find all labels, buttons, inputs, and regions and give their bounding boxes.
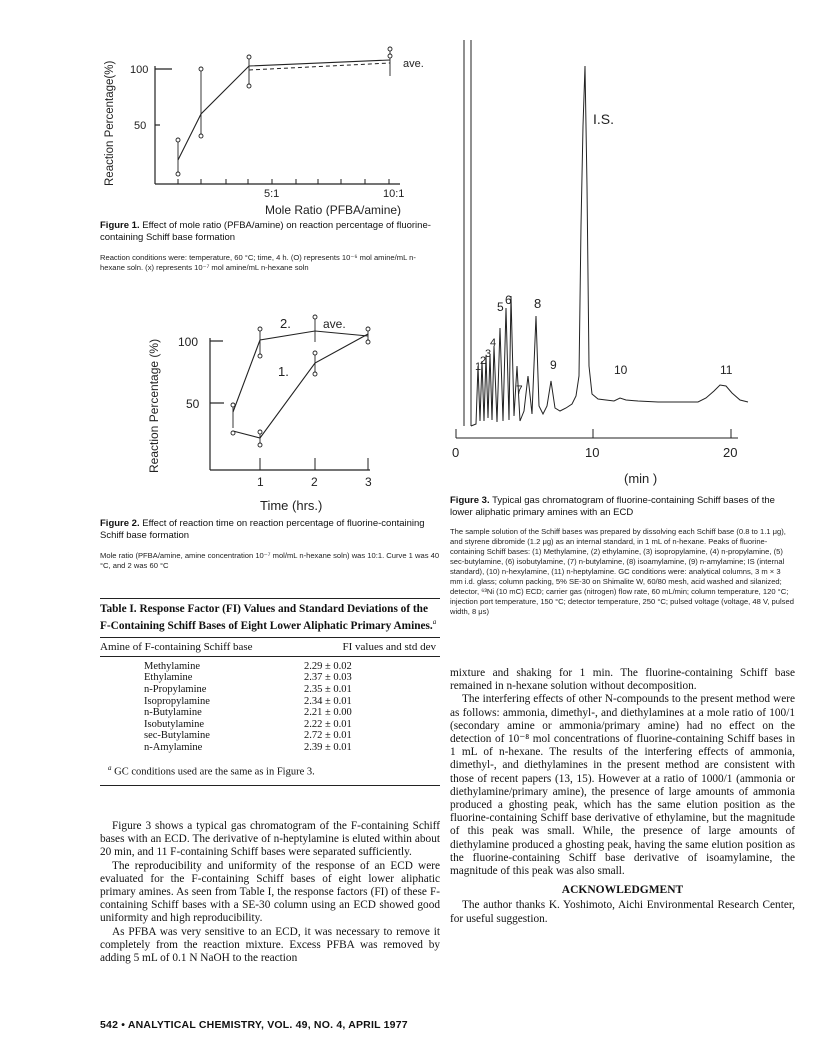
figure-1-plot xyxy=(100,36,440,216)
figure-1-caption xyxy=(100,220,440,244)
page-footer: 542 • ANALYTICAL CHEMISTRY, VOL. 49, NO. 4, APRIL 1977 xyxy=(100,1019,408,1031)
table-1-title-mark: a xyxy=(432,618,437,626)
table-cell-fi: 2.39 ± 0.01 xyxy=(304,741,352,753)
left-paragraph-2: The reproducibility and uniformity of the response of an ECD were evaluated for the F-containing Schiff bases of eight lower aliphatic primary amines. As seen from Table I, the response factors (FI) of these F-containing Schiff bases with a SE-30 column using an ECD showed good uniformity and high reproducibility. xyxy=(100,859,440,925)
table-cell-fi: 2.37 ± 0.03 xyxy=(304,672,352,684)
figure-3-peak-4: 4 xyxy=(490,337,497,349)
figure-3-chromatogram xyxy=(448,36,793,491)
table-cell-amine: Methylamine xyxy=(144,660,200,672)
figure-1-ytick-100: 100 xyxy=(130,64,149,76)
figure-2-xtick-3: 3 xyxy=(365,475,372,489)
table-1-col-amine: Amine of F-containing Schiff base xyxy=(100,640,253,653)
figure-3 xyxy=(448,36,793,491)
table-1-title: Table I. Response Factor (FI) Values and Standard Deviations of the F-Containing Schiff Bases of Eight Lower Aliphatic Primary Amines.$^a$ xyxy=(100,598,440,633)
figure-1-xlabel: Mole Ratio (PFBA/amine) xyxy=(265,203,402,216)
table-row xyxy=(144,661,352,673)
table-row xyxy=(144,672,352,684)
figure-2-ave-label: ave. xyxy=(323,317,346,331)
figure-1-ytick-50: 50 xyxy=(134,120,147,132)
table-cell-fi: 2.34 ± 0.01 xyxy=(304,695,352,707)
figure-3-peak-11: 11 xyxy=(720,363,733,377)
table-row xyxy=(144,696,352,708)
figure-3-peak-5: 5 xyxy=(497,300,504,314)
left-body-text xyxy=(100,820,440,965)
figure-2-caption xyxy=(100,518,440,542)
figure-3-caption xyxy=(450,495,795,519)
figure-2-xtick-2: 2 xyxy=(311,475,318,489)
figure-2-plot xyxy=(140,308,440,518)
table-row xyxy=(144,742,352,754)
figure-2-xtick-1: 1 xyxy=(257,475,264,489)
figure-3-xtick-10: 10 xyxy=(585,445,600,460)
figure-3-xlabel: (min ) xyxy=(624,471,658,486)
right-paragraph-1: mixture and shaking for 1 min. The fluorine-containing Schiff base remained in n-hexane solution without decomposition. xyxy=(450,667,795,693)
figure-3-peak-6: 6 xyxy=(505,293,512,307)
table-cell-fi: 2.21 ± 0.00 xyxy=(304,707,352,719)
figure-3-xtick-0: 0 xyxy=(452,445,460,460)
table-1-footnote: $^a$ GC conditions used are the same as in Figure 3. xyxy=(108,763,315,778)
table-1-col-fi: FI values and std dev xyxy=(342,640,436,653)
table-cell-fi: 2.22 ± 0.01 xyxy=(304,718,352,730)
table-row xyxy=(144,730,352,742)
figure-2-curve-1-label: 1. xyxy=(278,364,289,379)
right-paragraph-2: The interfering effects of other N-compounds to the present method were as follows: ammonia, dimethyl-, and diethylamines at a mole ratio of 100/1 (secondary amine or ammonia/primary amine) had no effect on the detection of 10⁻⁸ mol concentrations of fluorine-containing Schiff bases in 1 mL of n-hexane. The results of the interfering effects of ammonia, dimethyl-, and diethylamines in the present method are consistent with those of recent papers (13, 15). However at a ratio of 1000/1 (ammonia or diethylamine/primary amine), the presence of large amounts of ammonia produced a ghosting peak, which has the same elution position as the fluorine-containing Schiff base derivative of ethylamine, but the magnitude of this peak was small. While, the presence of large amounts of diethylamine produced a ghosting peak, having the same elution position as the fluorine-containing Schiff base derivative of isoamylamine, the magnitude of this peak was also small. xyxy=(450,693,795,878)
table-cell-amine: sec-Butylamine xyxy=(144,730,210,742)
acknowledgment-heading: ACKNOWLEDGMENT xyxy=(561,884,684,897)
figure-1-xtick-10-1: 10:1 xyxy=(383,188,405,200)
left-paragraph-1: Figure 3 shows a typical gas chromatogram of the F-containing Schiff bases with an ECD. The derivative of n-heptylamine is eluted within about 20 min, and 11 F-containing Schiff bases were separated sufficiently. xyxy=(100,820,440,859)
table-cell-amine: n-Butylamine xyxy=(144,707,202,719)
table-1-body xyxy=(144,661,352,754)
table-cell-amine: Isobutylamine xyxy=(144,718,205,730)
table-1 xyxy=(100,598,440,786)
figure-3-peak-7: 7 xyxy=(516,383,523,397)
table-row xyxy=(144,684,352,696)
figure-3-caption-label: Figure 3. xyxy=(450,495,490,506)
acknowledgment-text: The author thanks K. Yoshimoto, Aichi Environmental Research Center, for useful suggestion. xyxy=(450,899,795,925)
table-cell-amine: Isopropylamine xyxy=(144,695,210,707)
figure-3-note: The sample solution of the Schiff bases was prepared by dissolving each Schiff base (0.8 to 1.1 μg), and styrene dibromide (1.2 μg) as an internal standard, in 1 mL of n-hexane. Peaks of fluorine-containing Schiff bases: (1) Methylamine, (2) ethylamine, (3) isopropylamine, (4) n-propylamine, (5) sec-butylamine, (6) isobutylamine, (7) n-butylamine, (8) isoamylamine, (9) n-amylamine; IS (internal standard), (10) n-hexylamine, (11) n-heptylamine. GC conditions were: analytical columns, 3 m × 3 mm i.d. glass; column packing, 5% SE-30 on Shimalite W, 60/80 mesh, acid washed and silanized; detector, ⁶³Ni (10 mC) ECD; carrier gas (nitrogen) flow rate, 60 mL/min; column temperature, 120 °C; injection port temperature, 150 °C; detector temperature, 250 °C; pulsed voltage (voltage, 48 V, pulsed width, 8 μs) xyxy=(450,527,794,616)
figure-1-caption-label: Figure 1. xyxy=(100,220,140,231)
figure-1-ave-label: ave. xyxy=(403,58,424,70)
table-cell-amine: n-Amylamine xyxy=(144,741,203,753)
table-cell-fi: 2.29 ± 0.02 xyxy=(304,660,352,672)
figure-3-caption-text: Typical gas chromatogram of fluorine-containing Schiff bases of the lower aliphatic primary amines with an ECD xyxy=(450,495,775,518)
figure-2-caption-label: Figure 2. xyxy=(100,518,140,529)
figure-2-note: Mole ratio (PFBA/amine, amine concentration 10⁻⁷ mol/mL n-hexane soln) was 10:1. Curve 1 was 40 °C, and 2 was 60 °C xyxy=(100,551,440,570)
figure-3-peak-3: 3 xyxy=(485,348,492,360)
figure-2-ytick-100: 100 xyxy=(178,335,199,349)
table-1-footnote-mark: a xyxy=(108,763,112,772)
figure-1-note: Reaction conditions were: temperature, 60 °C; time, 4 h. (O) represents 10⁻⁶ mol amine/mL n-hexane soln. (x) represents 10⁻⁷ mol amine/mL n-hexane soln xyxy=(100,253,416,272)
figure-2-curve-2-label: 2. xyxy=(280,316,291,331)
figure-3-peak-1: 1 xyxy=(475,361,482,373)
table-cell-fi: 2.35 ± 0.01 xyxy=(304,683,352,695)
figure-1 xyxy=(100,36,440,216)
figure-3-is-label: I.S. xyxy=(593,111,615,127)
figure-1-xtick-5-1: 5:1 xyxy=(264,188,280,200)
table-cell-fi: 2.72 ± 0.01 xyxy=(304,730,352,742)
figure-3-xtick-20: 20 xyxy=(723,445,738,460)
figure-2-ylabel: Reaction Percentage (%) xyxy=(147,338,161,473)
table-row xyxy=(144,707,352,719)
left-paragraph-3: As PFBA was very sensitive to an ECD, it was necessary to remove it completely from the reaction mixture. Excess PFBA was removed by adding 5 mL of 0.1 N NaOH to the reaction xyxy=(100,925,440,965)
figure-3-peak-2: 2 xyxy=(480,355,487,367)
figure-1-ylabel: Reaction Percentage(%) xyxy=(104,60,116,186)
figure-2-xlabel: Time (hrs.) xyxy=(260,498,323,513)
table-row xyxy=(144,719,352,731)
figure-2 xyxy=(140,308,440,518)
figure-3-peak-10: 10 xyxy=(614,363,628,377)
right-body-text xyxy=(450,667,795,926)
table-cell-amine: Ethylamine xyxy=(144,672,193,684)
figure-2-caption-text: Effect of reaction time on reaction percentage of fluorine-containing Schiff base formation xyxy=(100,518,425,541)
table-1-header xyxy=(100,638,440,654)
figure-3-peak-9: 9 xyxy=(550,358,557,372)
figure-2-ytick-50: 50 xyxy=(186,397,200,411)
figure-1-caption-text: Effect of mole ratio (PFBA/amine) on reaction percentage of fluorine-containing Schiff base formation xyxy=(100,220,431,243)
table-cell-amine: n-Propylamine xyxy=(144,683,207,695)
figure-3-peak-8: 8 xyxy=(534,296,542,311)
